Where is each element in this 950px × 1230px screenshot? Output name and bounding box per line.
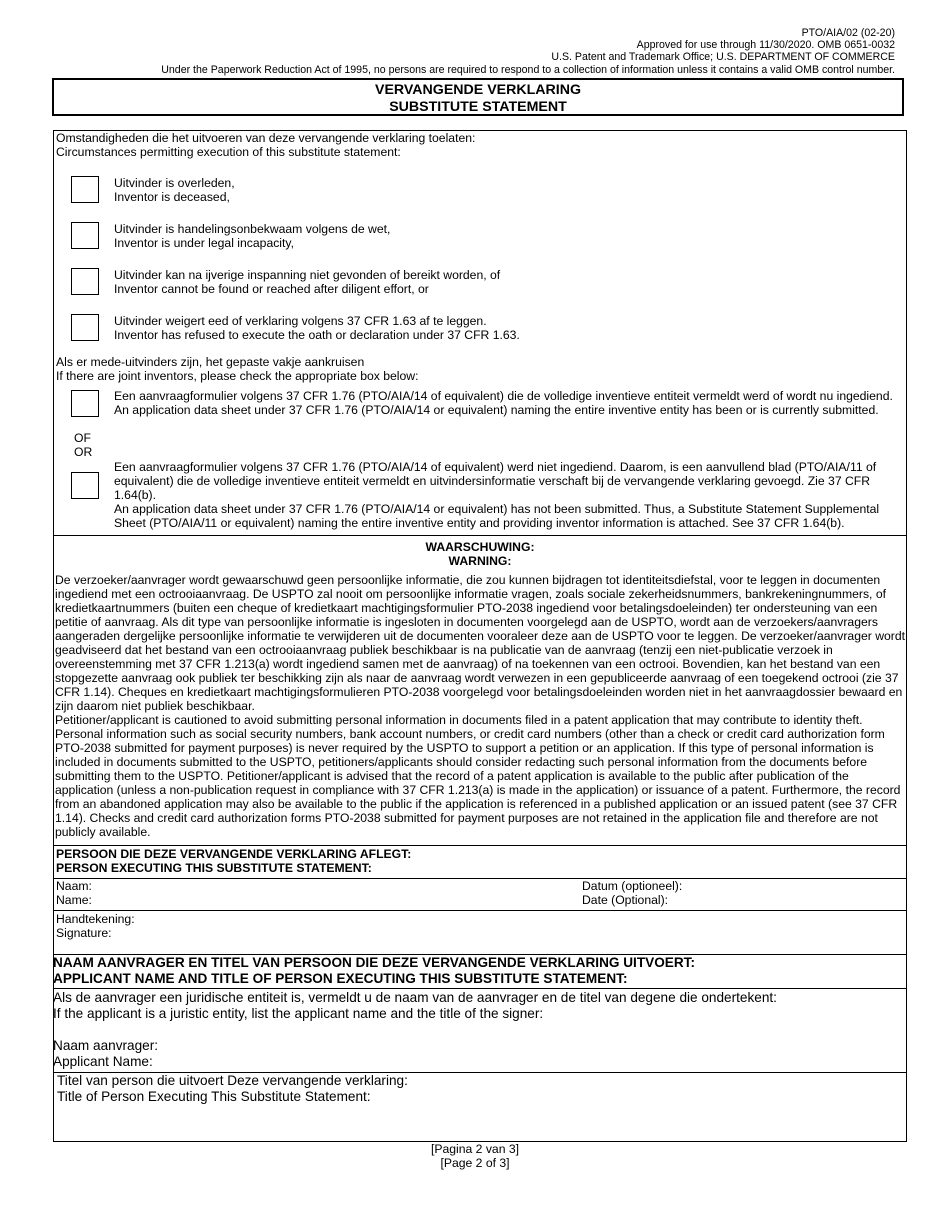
option-not-found-en: Inventor cannot be found or reached after diligent effort, or: [114, 282, 429, 296]
option-deceased-en: Inventor is deceased,: [114, 190, 230, 204]
applicant-info: [53, 990, 777, 1022]
applicant-name-label-nl: Naam aanvrager:: [53, 1038, 159, 1053]
title-en: SUBSTITUTE STATEMENT: [389, 99, 567, 115]
page-number-nl: [Pagina 2 van 3]: [430, 1142, 520, 1156]
option-legal-incapacity-en: Inventor is under legal incapacity,: [114, 236, 294, 250]
applicant-title: [53, 955, 695, 987]
warning-text-en: Petitioner/applicant is cautioned to avoid submitting personal information in documents filed in a patent application that may contribute to identity theft. Personal information such as social security numbers, bank account numbers, or credit card numbers (other than a check or credit card authorization form PTO-2038 submitted for payment purposes) is never required by the USPTO to support a petition or an application. If this type of personal information is included in documents submitted to the USPTO, petitioners/applicants should consider redacting such personal information from the documents before submitting them to the USPTO. Petitioner/applicant is advised that the record of a patent application is available to the public after publication of the application (unless a non-publication request in compliance with 37 CFR 1.213(a) is made in the application) or issuance of a patent. Furthermore, the record from an abandoned application may also be available to the public if the application is referenced in a published application or an issued patent (see 37 CFR 1.14). Checks and credit card authorization forms PTO-2038 submitted for payment purposes are not retained in the application file and therefore are not publicly available.: [55, 713, 901, 839]
circumstances-intro: [56, 131, 475, 159]
checkbox-legal-incapacity[interactable]: [71, 222, 99, 249]
warning-title: [53, 540, 907, 568]
applicant-name-label-en: Applicant Name:: [53, 1054, 153, 1069]
joint-option-2: [114, 460, 904, 530]
joint-option-1-en: An application data sheet under 37 CFR 1.76 (PTO/AIA/14 or equivalent) naming the entire inventive entity has been or is currently submitted.: [114, 403, 879, 417]
option-not-found: [114, 268, 500, 296]
or-separator: [74, 431, 92, 459]
divider: [53, 845, 907, 846]
joint-option-1: [114, 389, 904, 417]
option-not-found-nl: Uitvinder kan na ijverige inspanning niet gevonden of bereikt worden, of: [114, 268, 501, 282]
page-number: [375, 1142, 575, 1170]
option-deceased-nl: Uitvinder is overleden,: [114, 176, 235, 190]
page-title: [52, 78, 904, 116]
option-refused: [114, 314, 520, 342]
signature-field[interactable]: [56, 912, 135, 940]
applicant-info-nl: Als de aanvrager een juridische entiteit is, vermeldt u de naam van de aanvrager en de titel van degene die ondertekent:: [53, 990, 777, 1005]
checkbox-ads-submitted[interactable]: [71, 390, 99, 417]
applicant-info-en: If the applicant is a juristic entity, list the applicant name and the title of the signer:: [53, 1006, 544, 1021]
page-number-en: [Page 2 of 3]: [440, 1156, 510, 1170]
signer-title-field[interactable]: [57, 1073, 408, 1105]
checkbox-deceased[interactable]: [71, 176, 99, 203]
joint-option-1-nl: Een aanvraagformulier volgens 37 CFR 1.76 (PTO/AIA/14 of equivalent) die de volledige inventieve entiteit vermeldt werd of wordt nu ingediend.: [114, 389, 893, 403]
or-nl: OF: [74, 431, 91, 445]
executor-name-label-nl: Naam:: [56, 879, 92, 893]
warning-text: [55, 573, 905, 839]
option-legal-incapacity-nl: Uitvinder is handelingsonbekwaam volgens de wet,: [114, 222, 391, 236]
applicant-title-nl: NAAM AANVRAGER EN TITEL VAN PERSOON DIE DEZE VERVANGENDE VERKLARING UITVOERT:: [53, 955, 695, 970]
joint-intro: [56, 355, 418, 383]
signer-title-label-en: Title of Person Executing This Substitute Statement:: [57, 1089, 371, 1104]
joint-intro-en: If there are joint inventors, please check the appropriate box below:: [56, 369, 419, 383]
title-nl: VERVANGENDE VERKLARING: [374, 82, 581, 98]
executor-date-label-en: Date (Optional):: [582, 893, 669, 907]
warning-title-nl: WAARSCHUWING:: [425, 540, 535, 554]
paperwork-notice: Under the Paperwork Reduction Act of 1995, no persons are required to respond to a collection of information unless it contains a valid OMB control number.: [161, 63, 895, 76]
option-refused-nl: Uitvinder weigert eed of verklaring volgens 37 CFR 1.63 af te leggen.: [114, 314, 487, 328]
joint-option-2-nl: Een aanvraagformulier volgens 37 CFR 1.76 (PTO/AIA/14 of equivalent) werd niet ingediend. Daarom, is een aanvullend blad (PTO/AIA/11 of equivalent) die de volledige inventieve entiteit vermeldt en uitvindersinformatie verschaft bij de vervangende verklaring gevoegd. Zie 37 CFR 1.64(b).: [114, 460, 877, 502]
divider: [53, 878, 907, 879]
applicant-title-en: APPLICANT NAME AND TITLE OF PERSON EXECUTING THIS SUBSTITUTE STATEMENT:: [53, 971, 628, 986]
circumstances-intro-nl: Omstandigheden die het uitvoeren van deze vervangende verklaring toelaten:: [56, 131, 476, 145]
option-deceased: [114, 176, 235, 204]
applicant-name-field[interactable]: [53, 1038, 158, 1070]
checkbox-ads-not-submitted[interactable]: [71, 472, 99, 499]
form-header: [161, 27, 895, 76]
divider: [53, 988, 907, 989]
option-refused-en: Inventor has refused to execute the oath or declaration under 37 CFR 1.63.: [114, 328, 520, 342]
checkbox-not-found[interactable]: [71, 268, 99, 295]
or-en: OR: [74, 445, 93, 459]
executor-name-label-en: Name:: [56, 893, 92, 907]
warning-text-nl: De verzoeker/aanvrager wordt gewaarschuwd geen persoonlijke informatie, die zou kunnen bijdragen tot identiteitsdiefstal, voor te leggen in documenten ingediend met een octrooiaanvraag. De USPTO zal nooit om persoonlijke informatie vragen, zoals sociale zekerheidsnummers, bankrekeningnummers, of kredietkaartnummers (buiten een cheque of kredietkaart machtigingsformulier PTO-2038 ingediend voor betalingsdoeleinden) ter ondersteuning van een petitie of aanvraag. Als dit type van persoonlijke informatie is ingesloten in documenten voorgelegd aan de USPTO, wordt aan de verzoekers/aanvragers aangeraden dergelijke persoonlijke informatie te verwijderen uit de documenten vooraleer deze aan de USPTO voor te leggen. De verzoeker/aanvrager wordt geadviseerd dat het bestand van een octrooiaanvraag publiek beschikbaar is na publicatie van de aanvraag (tenzij een niet-publicatie verzoek in overeenstemming met 37 CFR 1.213(a) wordt ingediend samen met de aanvraag) of na toekennen van een octrooi. Bovendien, kan het bestand van een stopgezette aanvraag ook publiek ter beschikking zijn als naar de aanvraag wordt verwezen in een gepubliceerde aanvraag of een toegekend octrooi (zie 37 CFR 1.14). Cheques en kredietkaart machtigingsformulieren PTO-2038 voorgelegd voor betalingsdoeleinden worden niet in het aanvraagdossier bewaard en zijn daarom niet publiek beschikbaar.: [55, 573, 906, 713]
signature-label-en: Signature:: [56, 926, 112, 940]
office-name: U.S. Patent and Trademark Office; U.S. DEPARTMENT OF COMMERCE: [551, 51, 895, 64]
executor-title-nl: PERSOON DIE DEZE VERVANGENDE VERKLARING AFLEGT:: [56, 847, 412, 861]
option-legal-incapacity: [114, 222, 390, 250]
circumstances-intro-en: Circumstances permitting execution of this substitute statement:: [56, 145, 401, 159]
executor-name-field[interactable]: [56, 879, 92, 907]
executor-date-label-nl: Datum (optioneel):: [582, 879, 683, 893]
executor-title: [56, 847, 411, 875]
divider: [53, 910, 907, 911]
joint-option-2-en: An application data sheet under 37 CFR 1.76 (PTO/AIA/14 or equivalent) has not been submitted. Thus, a Substitute Statement Supplemental Sheet (PTO/AIA/11 or equivalent) naming the entire inventive entity and providing inventor information is attached. See 37 CFR 1.64(b).: [114, 502, 880, 530]
divider: [53, 535, 907, 536]
executor-date-field[interactable]: [582, 879, 682, 907]
approval-notice: Approved for use through 11/30/2020. OMB 0651-0032: [636, 39, 895, 52]
executor-title-en: PERSON EXECUTING THIS SUBSTITUTE STATEMENT:: [56, 861, 372, 875]
signer-title-label-nl: Titel van person die uitvoert Deze vervangende verklaring:: [57, 1073, 408, 1088]
signature-label-nl: Handtekening:: [56, 912, 135, 926]
joint-intro-nl: Als er mede-uitvinders zijn, het gepaste vakje aankruisen: [56, 355, 365, 369]
checkbox-refused[interactable]: [71, 314, 99, 341]
warning-title-en: WARNING:: [448, 554, 512, 568]
form-id: PTO/AIA/02 (02-20): [801, 27, 895, 39]
